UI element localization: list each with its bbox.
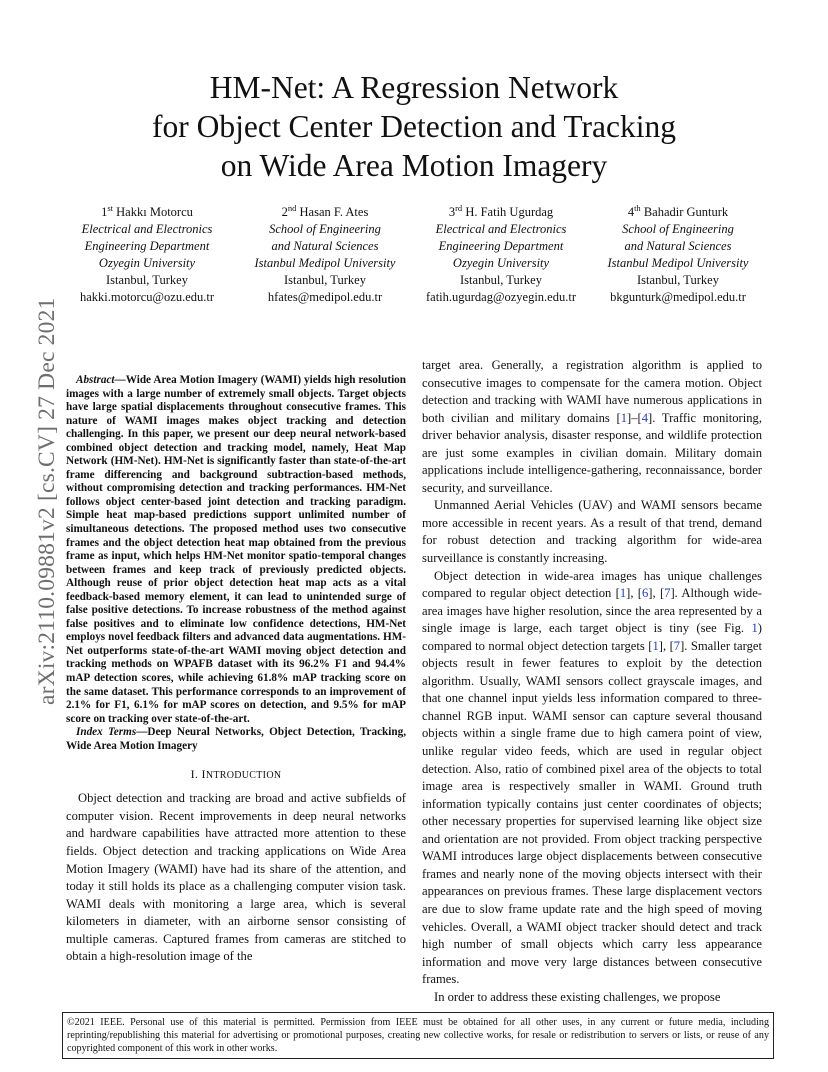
paper-title xyxy=(60,68,768,185)
author-affiliation: Istanbul Medipol University xyxy=(254,256,396,271)
author-name: 2nd Hasan F. Ates xyxy=(281,203,369,220)
right-column xyxy=(422,357,762,1006)
author-location: Istanbul, Turkey xyxy=(460,273,542,288)
citation-link[interactable]: 6 xyxy=(642,586,649,601)
author-email[interactable]: hfates@medipol.edu.tr xyxy=(267,290,383,305)
author-email[interactable]: hakki.motorcu@ozu.edu.tr xyxy=(79,290,215,305)
figure-link[interactable]: 1 xyxy=(751,621,758,636)
author-affiliation: Engineering Department xyxy=(84,239,210,254)
arxiv-identifier: arXiv:2110.09881v2 [cs.CV] 27 Dec 2021 xyxy=(34,297,60,705)
author-affiliation: Electrical and Electronics xyxy=(435,222,567,237)
body-paragraph: Object detection and tracking are broad and active subfields of computer vision. Recent improvements in deep neural networks and hardware capabilities have attracted more attention to these fields. Object detection and tracking applications on Wide Area Motion Imagery (WAMI) have had its share of the attention, and today it still holds its place as a challenging computer vision task. WAMI deals with monitoring a large area, which is several kilometers in diameter, with an airborne sensor consisting of multiple cameras. Captured frames from cameras are stitched to obtain a high-resolution image of the xyxy=(66,791,406,964)
citation-link[interactable]: 7 xyxy=(673,638,681,653)
author-3 xyxy=(415,200,587,306)
index-terms-label: Index Terms xyxy=(76,726,137,739)
author-email[interactable]: fatih.ugurdag@ozyegin.edu.tr xyxy=(425,290,576,305)
author-name: 4th Bahadir Gunturk xyxy=(627,203,729,220)
abstract-label: Abstract xyxy=(76,374,115,386)
abstract xyxy=(66,374,406,726)
index-terms xyxy=(66,726,406,753)
author-affiliation: Engineering Department xyxy=(438,239,564,254)
author-affiliation: Istanbul Medipol University xyxy=(607,256,749,271)
author-name: 3rd H. Fatih Ugurdag xyxy=(448,203,554,220)
body-paragraph: target area. Generally, a registration algorithm is applied to consecutive images to compensate for the camera motion. Object detection and tracking with WAMI have numerous applications in both civilian and military domains [1]–[4]. Traffic monitoring, driver behavior analysis, disaster response, and wildlife protection are just some examples in civilian domain. Military domain applications include intelligence-gathering, reconnaissance, border security, and surveillance. xyxy=(422,358,762,495)
author-1 xyxy=(62,200,232,306)
copyright-notice: ©2021 IEEE. Personal use of this material is permitted. Permission from IEEE must be obtained for all other uses, in any current or future media, including reprinting/republishing this material for advertising or promotional purposes, creating new collective works, for resale or redistribution to servers or lists, or reuse of any copyrighted component of this work in other works. xyxy=(62,1012,774,1059)
author-location: Istanbul, Turkey xyxy=(284,273,366,288)
title-line-2: for Object Center Detection and Tracking xyxy=(152,109,676,144)
author-4 xyxy=(588,200,768,306)
arxiv-sidebar xyxy=(14,285,60,705)
author-2 xyxy=(240,200,410,306)
citation-link[interactable]: 1 xyxy=(652,638,659,653)
author-affiliation: and Natural Sciences xyxy=(271,239,379,254)
author-location: Istanbul, Turkey xyxy=(106,273,188,288)
body-paragraph: Object detection in wide-area images has unique challenges compared to regular object detection [1], [6], [7]. Although wide-area images have higher resolution, since the area represented by a single image is large, each target object is tiny (see Fig. 1) compared to normal object detection targets [1], [7]. Smaller target objects result in fewer features to exploit by the detection algorithm. Usually, WAMI sensors collect grayscale images, and that one channel input yields less information compared to three-channel RGB input. WAMI sensor can capture several thousand objects within a single frame due to high camera point of view, unlike regular video feeds, which are used in regular object detection. Also, ratio of combined pixel area of the objects to total image area is respectively smaller in WAMI. Ground truth information typically contains just center coordinates of objects; other necessary properties for supervised learning like object size and orientation are not provided. From object tracking perspective WAMI introduces large object displacements between consecutive frames and nearly none of the moving objects intersect with their appearances on previous frames. These large displacement vectors are due to slow frame update rate and the high speed of moving vehicles. Overall, a WAMI object tracker should detect and track high number of small objects which carry less appearance information and move very large distances between consecutive frames. xyxy=(422,568,762,987)
body-paragraph: Unmanned Aerial Vehicles (UAV) and WAMI sensors became more accessible in recent years. As a result of that trend, demand for robust detection and tracking algorithm for wide-area surveillance is constantly increasing. xyxy=(422,498,762,566)
author-block xyxy=(60,200,768,310)
citation-link[interactable]: 7 xyxy=(664,586,671,601)
title-line-1: HM-Net: A Regression Network xyxy=(209,70,619,105)
author-email[interactable]: bkgunturk@medipol.edu.tr xyxy=(610,290,746,305)
citation-link[interactable]: 1 xyxy=(619,586,627,601)
section-heading-introduction: I. INTRODUCTION xyxy=(190,767,282,782)
author-location: Istanbul, Turkey xyxy=(637,273,719,288)
index-terms-text: —Deep Neural Networks, Object Detection, Tracking, Wide Area Motion Imagery xyxy=(66,726,406,752)
author-affiliation: Electrical and Electronics xyxy=(81,222,213,237)
citation-link[interactable]: 1 xyxy=(620,410,628,425)
author-affiliation: School of Engineering xyxy=(622,222,734,237)
citation-link[interactable]: 4 xyxy=(641,410,649,425)
left-column xyxy=(66,357,406,966)
author-affiliation: and Natural Sciences xyxy=(624,239,732,254)
author-affiliation: Ozyegin University xyxy=(98,256,196,271)
body-paragraph: In order to address these existing challenges, we propose xyxy=(434,989,721,1004)
author-affiliation: Ozyegin University xyxy=(452,256,550,271)
abstract-text: —Wide Area Motion Imagery (WAMI) yields high resolution images with a large number of extremely small objects. Target objects have large spatial displacements throughout consecutive frames. This nature of WAMI images makes object tracking and detection challenging. In this paper, we present our deep neural network-based combined object detection and tracking model, namely, Heat Map Network (HM-Net). HM-Net is significantly faster than state-of-the-art frame differencing and background subtraction-based methods, without compromising detection and tracking performances. HM-Net follows object center-based joint detection and tracking paradigm. Simple heat map-based predictions support unlimited number of simultaneous detections. The proposed method uses two consecutive frames and the object detection heat map obtained from the previous frame as input, which helps HM-Net monitor spatio-temporal changes between frames and keep track of previously predicted objects. Although reuse of prior object detection heat map acts as a vital feedback-based memory element, it can lead to unintended surge of false positive detections. To increase robustness of the method against false positives and to eliminate low confidence detections, HM-Net employs novel feedback filters and advanced data augmentations. HM-Net outperforms state-of-the-art WAMI moving object detection and tracking methods on WPAFB dataset with its 96.2% F1 and 94.4% mAP detection scores, while achieving 61.8% mAP tracking score on the same dataset. This performance corresponds to an improvement of 2.1% for F1, 6.1% for mAP scores on detection, and 9.5% for mAP score on tracking over state-of-the-art. xyxy=(66,374,406,725)
author-name: 1st Hakkı Motorcu xyxy=(101,203,193,220)
title-line-3: on Wide Area Motion Imagery xyxy=(220,148,608,183)
author-affiliation: School of Engineering xyxy=(269,222,381,237)
